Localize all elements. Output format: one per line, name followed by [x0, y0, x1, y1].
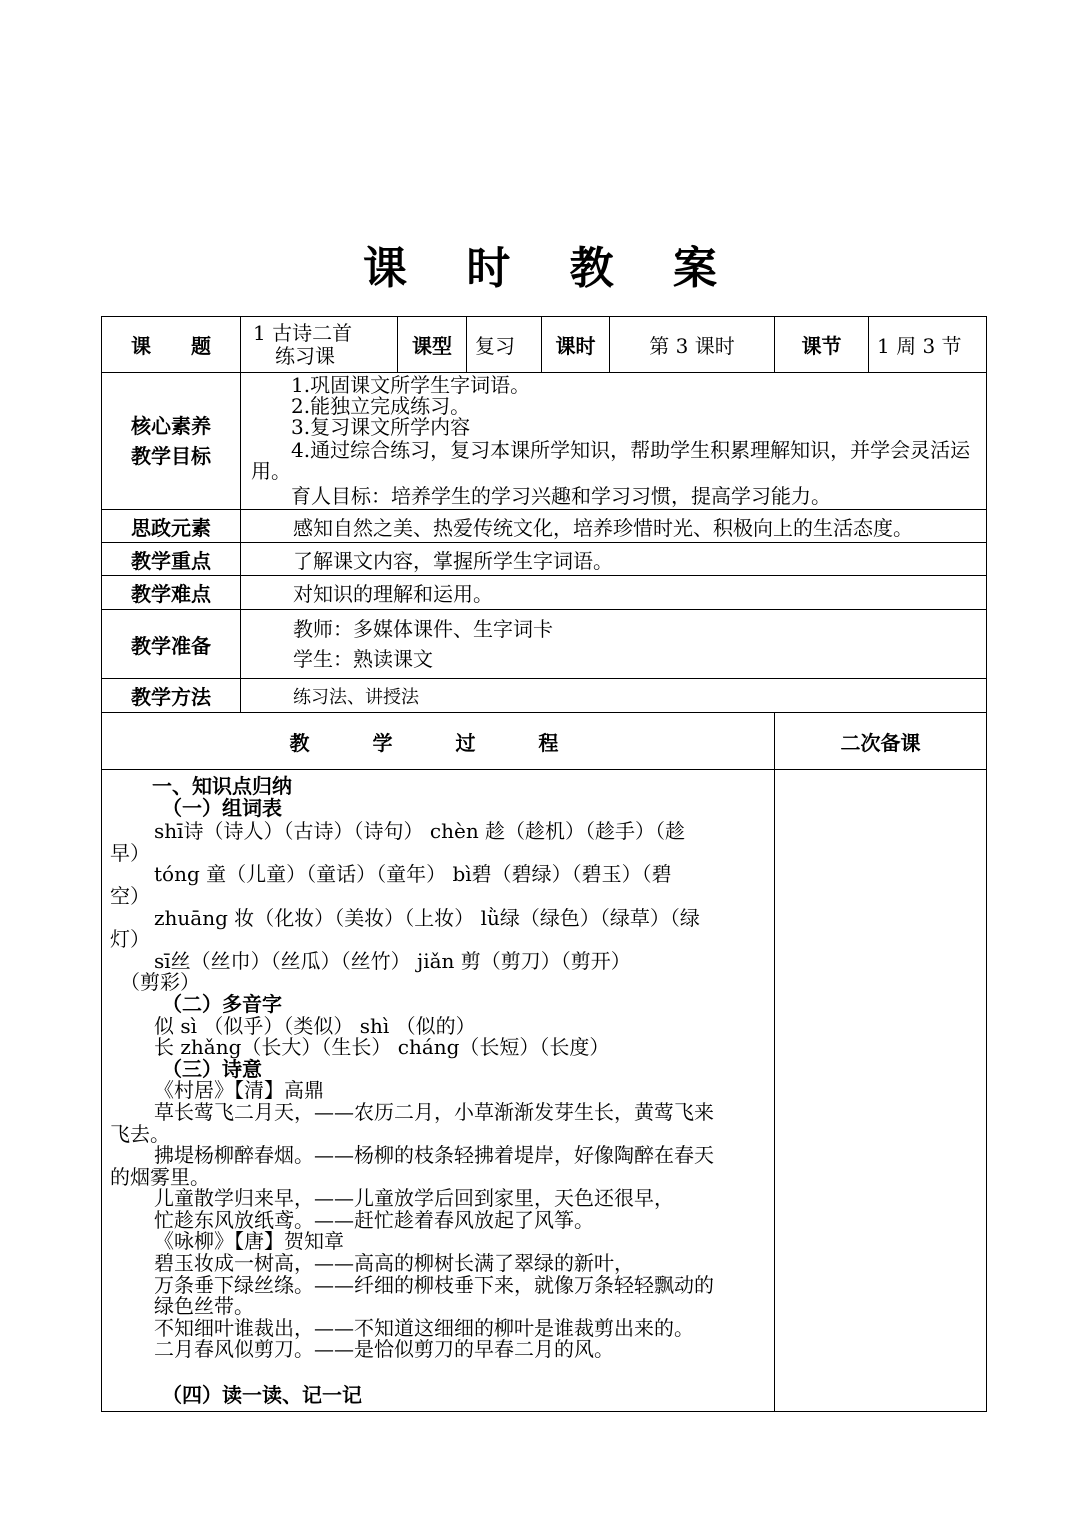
poem-line: 碧玉妆成一树高，——高高的柳树长满了翠绿的新叶， [154, 1251, 634, 1276]
key-point-value: 了解课文内容，掌握所学生字词语。 [241, 543, 987, 576]
word-group-line: tóng 童（儿童）（童话）（童年） bì碧（碧绿）（碧玉）（碧 [154, 862, 672, 887]
ideology-label: 思政元素 [102, 510, 241, 543]
preparation-label: 教学准备 [102, 610, 241, 679]
topic-value-line2: 练习课 [275, 343, 335, 368]
goals-content [241, 373, 987, 510]
ideology-row [102, 510, 987, 543]
goal-item: 3.复习课文所学内容 [291, 415, 471, 439]
method-value: 练习法、讲授法 [241, 679, 987, 713]
key-point-label: 教学重点 [102, 543, 241, 576]
poem-line: 绿色丝带。 [154, 1294, 254, 1319]
key-point-row [102, 543, 987, 576]
section-value: 1 周 3 节 [869, 317, 987, 373]
type-value: 复习 [467, 317, 542, 373]
period-value: 第 3 课时 [610, 317, 775, 373]
lesson-plan-table [101, 316, 987, 1412]
subsection-heading: （三）诗意 [162, 1056, 262, 1081]
word-group-line: 空） [110, 883, 150, 908]
polyphone-line: 长 zhǎng（长大）（生长） cháng（长短）（长度） [154, 1035, 610, 1060]
poem-line: 忙趁东风放纸鸢。——赶忙趁着春风放起了风筝。 [154, 1207, 594, 1232]
second-prep-content [775, 770, 987, 1412]
poem-line: 儿童散学归来早，——儿童放学后回到家里，天色还很早， [154, 1186, 674, 1211]
section-label: 课节 [775, 317, 869, 373]
word-group-line: （剪彩） [120, 970, 200, 995]
second-prep-header: 二次备课 [775, 713, 987, 770]
subsection-heading: （一）组词表 [162, 795, 282, 820]
poem-line: 万条垂下绿丝绦。——纤细的柳枝垂下来，就像万条轻轻飘动的 [154, 1272, 714, 1297]
difficulty-label: 教学难点 [102, 576, 241, 610]
goal-item: 2.能独立完成练习。 [291, 394, 471, 418]
process-header-row [102, 713, 987, 770]
type-label: 课型 [398, 317, 467, 373]
polyphone-line: 似 sì （似乎）（类似） shì （似的） [154, 1013, 476, 1038]
word-group-line: zhuāng 妆（化妆）（美妆）（上妆） lǜ绿（绿色）（绿草）（绿 [154, 905, 700, 930]
poem-line: 不知细叶谁裁出，——不知道这细细的柳叶是谁裁剪出来的。 [154, 1315, 694, 1340]
info-row [102, 317, 987, 373]
process-content [102, 770, 775, 1412]
ideology-value: 感知自然之美、热爱传统文化，培养珍惜时光、积极向上的生活态度。 [241, 510, 987, 543]
poem-line: 草长莺飞二月天，——农历二月，小草渐渐发芽生长，黄莺飞来 [154, 1099, 714, 1124]
poem-line: 二月春风似剪刀。——是恰似剪刀的早春二月的风。 [154, 1337, 614, 1362]
poem-line: 飞去。 [110, 1121, 170, 1146]
word-group-line: shī诗（诗人）（古诗）（诗句） chèn 趁（趁机）（趁手）（趁 [154, 819, 686, 844]
subsection-heading: （二）多音字 [162, 991, 282, 1016]
poem-line: 的烟雾里。 [110, 1164, 210, 1189]
goal-item: 1.巩固课文所学生字词语。 [291, 373, 531, 397]
preparation-student: 学生：熟读课文 [293, 647, 433, 671]
topic-value-line1: 1 古诗二首 [253, 320, 353, 345]
method-row [102, 679, 987, 713]
process-header: 教 学 过 程 [102, 713, 775, 770]
preparation-teacher: 教师：多媒体课件、生字词卡 [293, 617, 553, 641]
poem-line: 拂堤杨柳醉春烟。——杨柳的枝条轻拂着堤岸，好像陶醉在春天 [154, 1143, 714, 1168]
topic-value [241, 317, 398, 373]
difficulty-row [102, 576, 987, 610]
topic-label: 课 题 [102, 317, 241, 373]
method-label: 教学方法 [102, 679, 241, 713]
difficulty-value: 对知识的理解和运用。 [241, 576, 987, 610]
process-row [102, 770, 987, 1412]
goal-item: 育人目标：培养学生的学习兴趣和学习习惯，提高学习能力。 [291, 484, 831, 508]
section-heading: 一、知识点归纳 [152, 774, 292, 798]
period-label: 课时 [542, 317, 610, 373]
preparation-content [241, 610, 987, 679]
page-title: 课 时 教 案 [363, 243, 739, 294]
subsection-heading: （四）读一读、记一记 [162, 1383, 362, 1408]
goals-row [102, 373, 987, 510]
preparation-row [102, 610, 987, 679]
goal-item: 4.通过综合练习，复习本课所学知识，帮助学生积累理解知识，并学会灵活运用。 [251, 438, 971, 483]
word-group-line: 早） [110, 840, 150, 865]
poem-title: 《村居》【清】高鼎 [154, 1078, 324, 1103]
goals-label-line1: 核心素养 [131, 414, 211, 438]
poem-title: 《咏柳》【唐】贺知章 [154, 1229, 344, 1254]
word-group-line: 灯） [110, 927, 150, 952]
word-group-line: sī丝（丝巾）（丝瓜）（丝竹） jiǎn 剪（剪刀）（剪开） [154, 948, 631, 973]
goals-label-line2: 教学目标 [131, 444, 211, 468]
goals-label [102, 373, 241, 510]
